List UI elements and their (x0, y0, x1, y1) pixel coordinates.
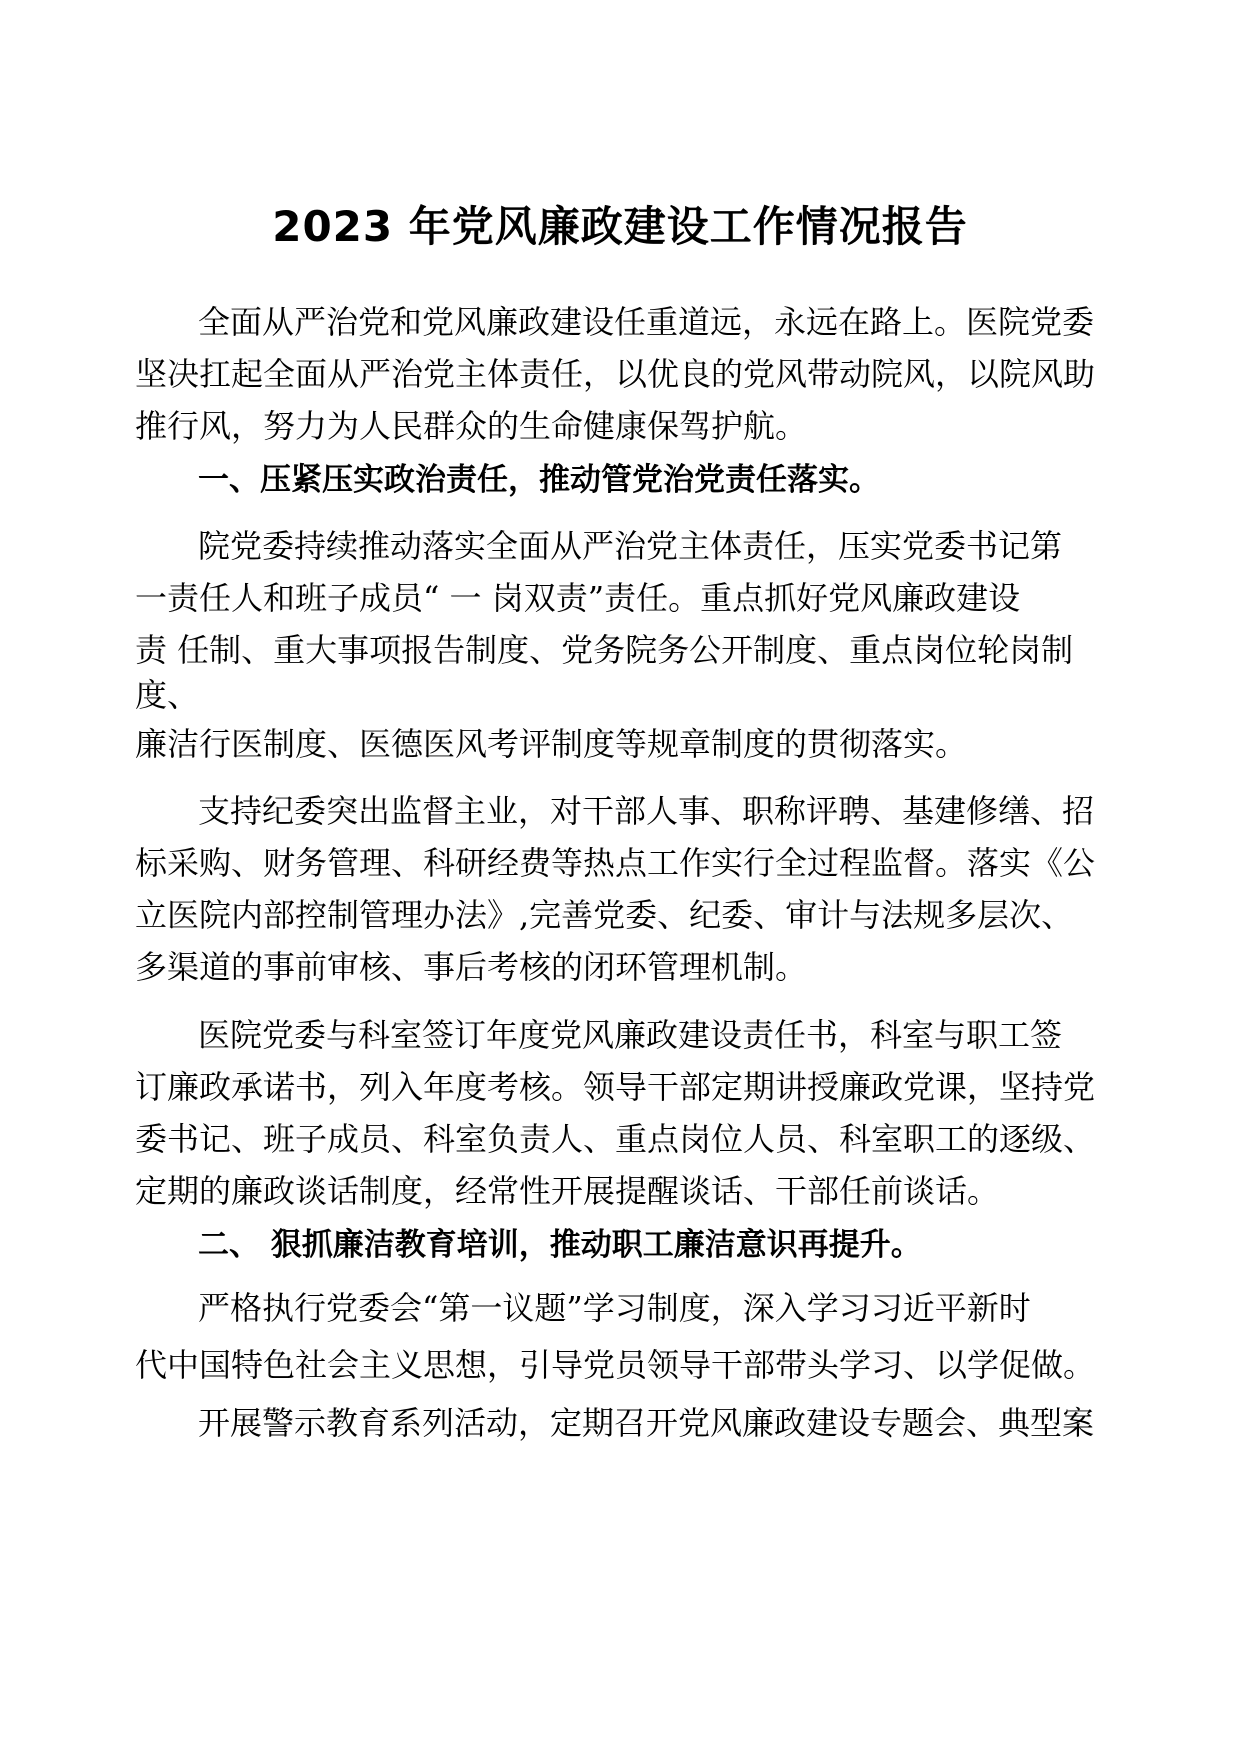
paragraph-line: 坚决扛起全面从严治党主体责任，以优良的党风带动院风，以院风助 (135, 355, 1096, 393)
paragraph-line: 院党委持续推动落实全面从严治党主体责任，压实党委书记第 (198, 527, 1063, 565)
paragraph-line: 严格执行党委会“第一议题”学习制度，深入学习习近平新时 (198, 1289, 1031, 1327)
section-heading-1: 一、压紧压实政治责任，推动管党治党责任落实。 (198, 462, 880, 498)
paragraph-line: 开展警示教育系列活动，定期召开党风廉政建设专题会、典型案 (198, 1404, 1095, 1442)
paragraph-line: 定期的廉政谈话制度，经常性开展提醒谈话、干部任前谈话。 (135, 1172, 1000, 1210)
paragraph-line: 委书记、班子成员、科室负责人、重点岗位人员、科室职工的逐级、 (135, 1120, 1096, 1158)
paragraph-line: 度、 (135, 676, 200, 714)
paragraph-line: 标采购、财务管理、科研经费等热点工作实行全过程监督。落实《公 (135, 844, 1096, 882)
paragraph-line: 责 任制、重大事项报告制度、党务院务公开制度、重点岗位轮岗制 (135, 631, 1074, 669)
paragraph-line: 医院党委与科室签订年度党风廉政建设责任书，科室与职工签 (198, 1016, 1063, 1054)
paragraph-line: 订廉政承诺书，列入年度考核。领导干部定期讲授廉政党课，坚持党 (135, 1068, 1096, 1106)
paragraph-line: 推行风，努力为人民群众的生命健康保驾护航。 (135, 407, 808, 445)
paragraph-line: 支持纪委突出监督主业，对干部人事、职称评聘、基建修缮、招 (198, 792, 1095, 830)
paragraph-line: 全面从严治党和党风廉政建设任重道远，永远在路上。医院党委 (198, 303, 1095, 341)
document-title: 2023 年党风廉政建设工作情况报告 (272, 202, 968, 251)
section-heading-2: 二、 狠抓廉洁教育培训，推动职工廉洁意识再提升。 (198, 1227, 922, 1263)
paragraph-line: 代中国特色社会主义思想，引导党员领导干部带头学习、以学促做。 (135, 1346, 1096, 1384)
paragraph-line: 一责任人和班子成员“ 一 岗双责”责任。重点抓好党风廉政建设 (135, 579, 1021, 617)
paragraph-line: 廉洁行医制度、医德医风考评制度等规章制度的贯彻落实。 (135, 725, 968, 763)
paragraph-line: 立医院内部控制管理办法》,完善党委、纪委、审计与法规多层次、 (135, 896, 1074, 934)
paragraph-line: 多渠道的事前审核、事后考核的闭环管理机制。 (135, 948, 808, 986)
